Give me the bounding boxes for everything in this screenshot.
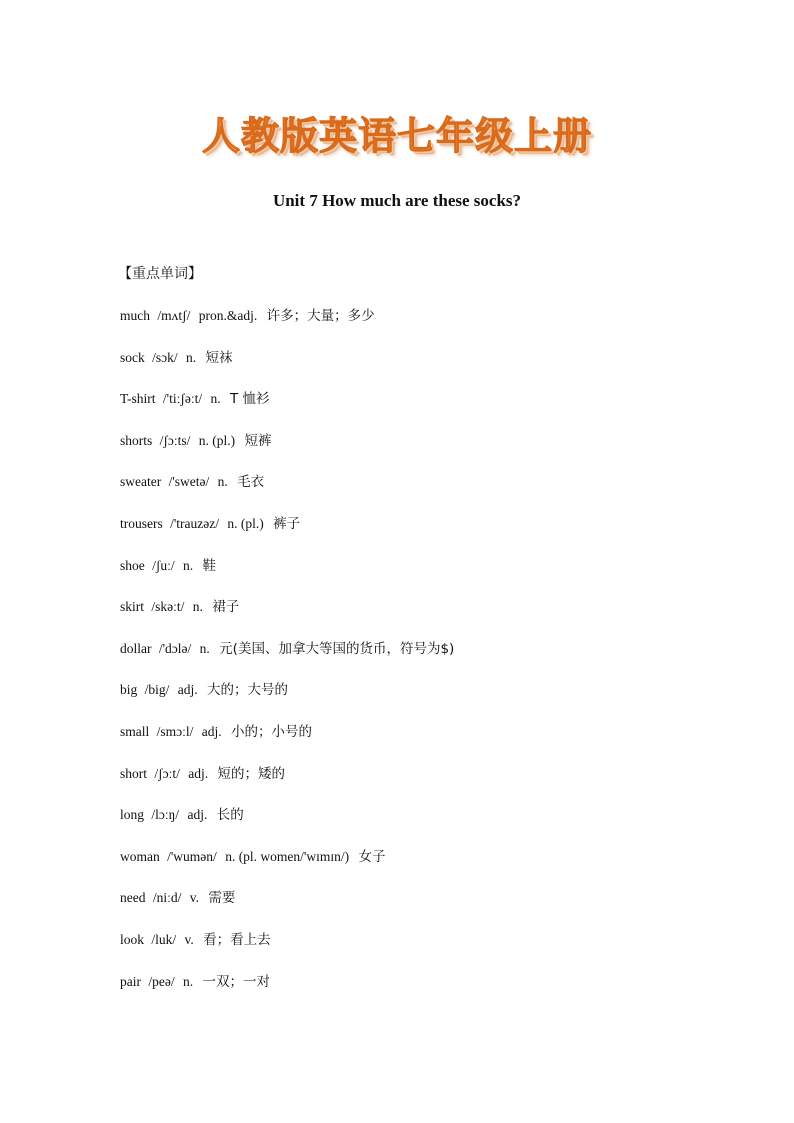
vocab-pos: n. (186, 349, 197, 365)
vocab-item-dollar (120, 639, 740, 681)
vocab-word: look (120, 931, 145, 947)
vocab-phonetic: /'dɔlə/ (158, 640, 192, 656)
vocab-word: woman (120, 848, 160, 864)
vocab-word: big (120, 682, 138, 698)
vocab-item-long (120, 805, 740, 847)
vocab-meaning: 短裤 (244, 432, 272, 449)
vocab-phonetic: /big/ (144, 682, 170, 698)
vocab-pos: n. (pl.) (227, 515, 264, 531)
vocab-meaning: 大的；大号的 (207, 682, 289, 699)
vocab-meaning: T 恤衫 (229, 391, 270, 408)
vocab-phonetic: /ʃɔːt/ (154, 765, 180, 781)
vocab-pos: adj. (187, 807, 208, 823)
vocab-word: shoe (120, 557, 145, 573)
vocab-meaning: 元(美国、加拿大等国的货币，符号为$) (219, 640, 455, 657)
vocab-word: need (120, 890, 146, 906)
vocab-word: sock (120, 349, 145, 365)
unit-title: Unit 7 How much are these socks? (272, 191, 522, 210)
vocab-word: skirt (120, 599, 145, 615)
vocab-meaning: 长的 (216, 807, 244, 824)
vocab-pos: adj. (188, 765, 209, 781)
vocab-meaning: 小的；小号的 (231, 723, 312, 740)
vocab-phonetic: /peə/ (148, 973, 175, 989)
vocab-pos: adj. (201, 723, 222, 739)
vocab-pos: v. (189, 890, 199, 906)
vocab-phonetic: /'swetə/ (168, 474, 210, 490)
vocab-meaning: 毛衣 (237, 474, 265, 491)
vocab-pos: n. (217, 474, 228, 490)
vocab-phonetic: /mʌtʃ/ (157, 308, 191, 323)
vocabulary-list (120, 306, 740, 1013)
vocab-item-sock (120, 348, 740, 390)
vocab-pos: pron.&adj. (198, 308, 258, 323)
vocab-phonetic: /lɔːŋ/ (151, 807, 180, 823)
vocab-phonetic: /'trauzəz/ (170, 515, 220, 531)
vocab-pos: n. (192, 599, 203, 615)
vocab-item-shorts (120, 431, 740, 473)
vocab-word: sweater (120, 474, 162, 490)
vocab-phonetic: /luk/ (151, 931, 177, 947)
vocab-item-pair (120, 972, 740, 1014)
vocab-word: short (120, 765, 147, 781)
vocab-word: much (120, 308, 150, 323)
vocab-item-t-shirt (120, 389, 740, 431)
vocab-item-short (120, 764, 740, 806)
vocab-item-need (120, 888, 740, 930)
banner-title: 人教版英语七年级上册 (201, 114, 592, 158)
vocab-meaning: 女子 (358, 848, 386, 865)
vocab-word: trousers (120, 515, 163, 531)
vocab-word: dollar (120, 640, 152, 656)
vocab-pos: n. (199, 640, 210, 656)
vocab-item-skirt (120, 597, 740, 639)
vocab-phonetic: /ʃɔːts/ (159, 432, 191, 448)
vocab-phonetic: /skəːt/ (151, 599, 185, 615)
vocab-item-shoe (120, 556, 740, 598)
vocab-phonetic: /ʃuː/ (152, 557, 175, 573)
vocab-word: shorts (120, 432, 153, 448)
vocab-item-look (120, 930, 740, 972)
vocab-phonetic: /smɔːl/ (156, 723, 194, 739)
vocab-item-big (120, 680, 740, 722)
vocab-meaning: 看；看上去 (203, 931, 271, 948)
vocab-phonetic: /sɔk/ (152, 349, 178, 365)
vocab-meaning: 一双；一对 (202, 973, 270, 990)
vocab-pos: n. (pl. women/'wɪmɪn/) (225, 848, 350, 864)
vocab-meaning: 短袜 (205, 349, 233, 366)
vocab-meaning: 鞋 (202, 557, 216, 574)
vocab-pos: n. (183, 973, 194, 989)
vocab-word: pair (120, 973, 141, 989)
vocab-word: T-shirt (120, 391, 156, 407)
vocab-item-much (120, 306, 740, 348)
vocab-meaning: 裙子 (212, 599, 240, 616)
vocab-pos: n. (pl.) (198, 432, 236, 448)
vocab-word: long (120, 807, 145, 823)
vocab-phonetic: /niːd/ (152, 890, 182, 906)
section-heading: 【重点单词】 (118, 266, 202, 282)
vocab-pos: v. (184, 931, 194, 947)
vocab-meaning: 许多；大量；多少 (266, 308, 375, 324)
vocab-phonetic: /'tiːʃəːt/ (162, 391, 203, 407)
vocab-pos: n. (183, 557, 194, 573)
vocab-pos: n. (210, 391, 221, 407)
vocab-phonetic: /'wumən/ (167, 848, 217, 864)
vocab-meaning: 短的；矮的 (217, 765, 285, 782)
vocab-pos: adj. (177, 682, 198, 698)
vocab-meaning: 裤子 (273, 515, 301, 532)
vocab-item-small (120, 722, 740, 764)
vocab-word: small (120, 723, 150, 739)
vocab-item-woman (120, 847, 740, 889)
vocab-item-trousers (120, 514, 740, 556)
vocab-meaning: 需要 (208, 890, 236, 907)
vocab-item-sweater (120, 472, 740, 514)
